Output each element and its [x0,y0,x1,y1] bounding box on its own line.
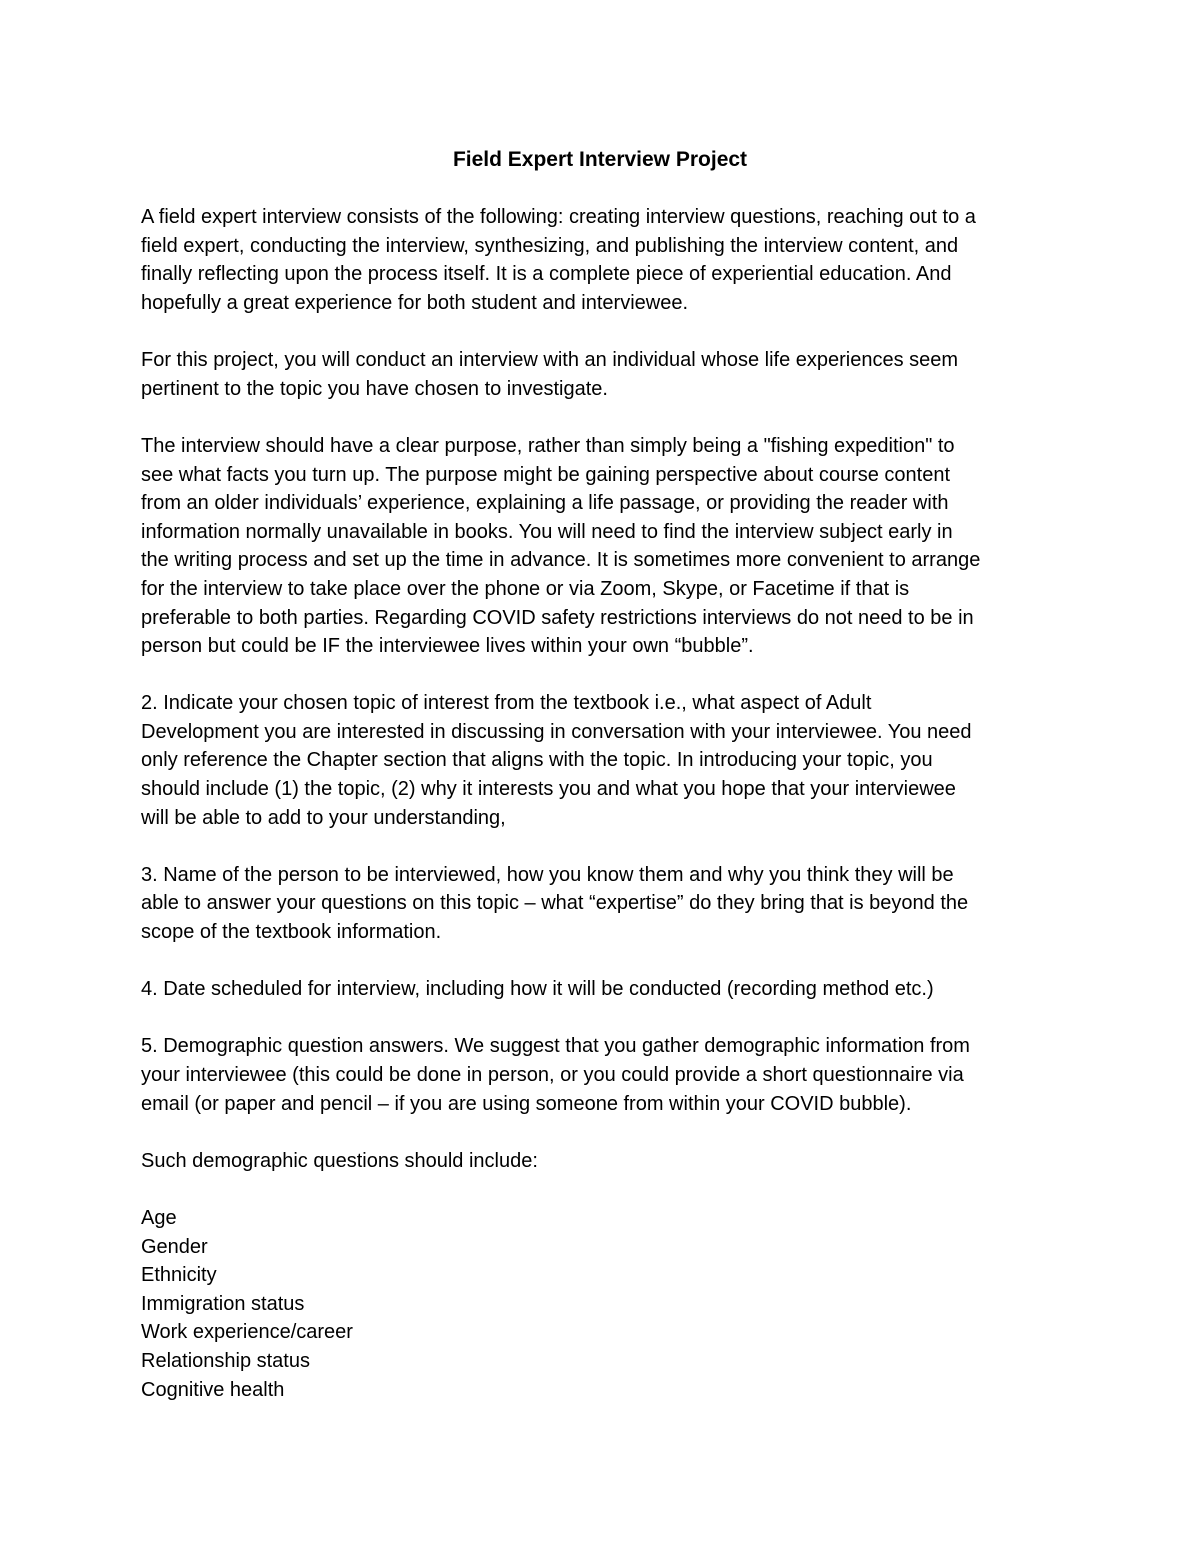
purpose-paragraph [141,432,1061,661]
text-line: hopefully a great experience for both student and interviewee. [141,291,689,314]
item-3-paragraph [141,861,1061,947]
text-line: The interview should have a clear purpose, rather than simply being a "fishing expedition" to [141,434,955,457]
text-line: your interviewee (this could be done in person, or you could provide a short questionnaire via [141,1064,964,1086]
text-line: information normally unavailable in books. You will need to find the interview subject early in [141,520,953,543]
item-4-paragraph [141,975,1061,1004]
demographic-intro-paragraph [141,1147,1061,1176]
project-paragraph [141,346,1061,403]
document-title: Field Expert Interview Project [452,148,748,171]
text-line: 5. Demographic question answers. We suggest that you gather demographic information from [141,1035,970,1058]
document-page [141,146,1061,1404]
list-item: Immigration status [141,1292,305,1315]
text-line: from an older individuals’ experience, explaining a life passage, or providing the reader with [141,492,949,515]
list-item: Relationship status [141,1349,310,1372]
text-line: will be able to add to your understanding, [141,806,506,829]
list-item: Ethnicity [141,1264,217,1287]
text-line: A field expert interview consists of the following: creating interview questions, reaching out to a [141,206,976,229]
text-line: 4. Date scheduled for interview, including how it will be conducted (recording method etc.) [141,978,934,1001]
demographic-list [141,1204,1061,1404]
list-item: Cognitive health [141,1378,285,1401]
text-line: Such demographic questions should include: [141,1149,538,1172]
text-line: able to answer your questions on this topic – what “expertise” do they bring that is beyond the [141,892,969,915]
text-line: scope of the textbook information. [141,921,442,944]
text-line: 3. Name of the person to be interviewed, how you know them and why you think they will be [141,863,954,886]
text-line: the writing process and set up the time in advance. It is sometimes more convenient to arrange [141,549,981,572]
list-item: Age [141,1206,177,1229]
text-line: 2. Indicate your chosen topic of interest from the textbook i.e., what aspect of Adult [141,692,872,715]
text-line: pertinent to the topic you have chosen to investigate. [141,377,608,400]
text-line: should include (1) the topic, (2) why it interests you and what you hope that your interviewee [141,778,956,801]
text-line: preferable to both parties. Regarding COVID safety restrictions interviews do not need to be in [141,606,974,629]
text-line: person but could be IF the interviewee lives within your own “bubble”. [141,635,754,658]
item-5-paragraph [141,1032,1061,1118]
list-item: Gender [141,1235,208,1258]
text-line: finally reflecting upon the process itself. It is a complete piece of experiential education. And [141,263,952,286]
text-line: for the interview to take place over the phone or via Zoom, Skype, or Facetime if that is [141,577,910,600]
text-line: Development you are interested in discussing in conversation with your interviewee. You need [141,720,972,743]
text-line: For this project, you will conduct an interview with an individual whose life experiences seem [141,349,959,372]
list-item: Work experience/career [141,1321,353,1344]
text-line: see what facts you turn up. The purpose might be gaining perspective about course content [141,463,951,486]
text-line: email (or paper and pencil – if you are using someone from within your COVID bubble). [141,1092,912,1115]
intro-paragraph [141,203,1061,317]
text-line: field expert, conducting the interview, synthesizing, and publishing the interview content, and [141,234,959,257]
text-line: only reference the Chapter section that aligns with the topic. In introducing your topic, you [141,749,933,772]
item-2-paragraph [141,689,1061,832]
